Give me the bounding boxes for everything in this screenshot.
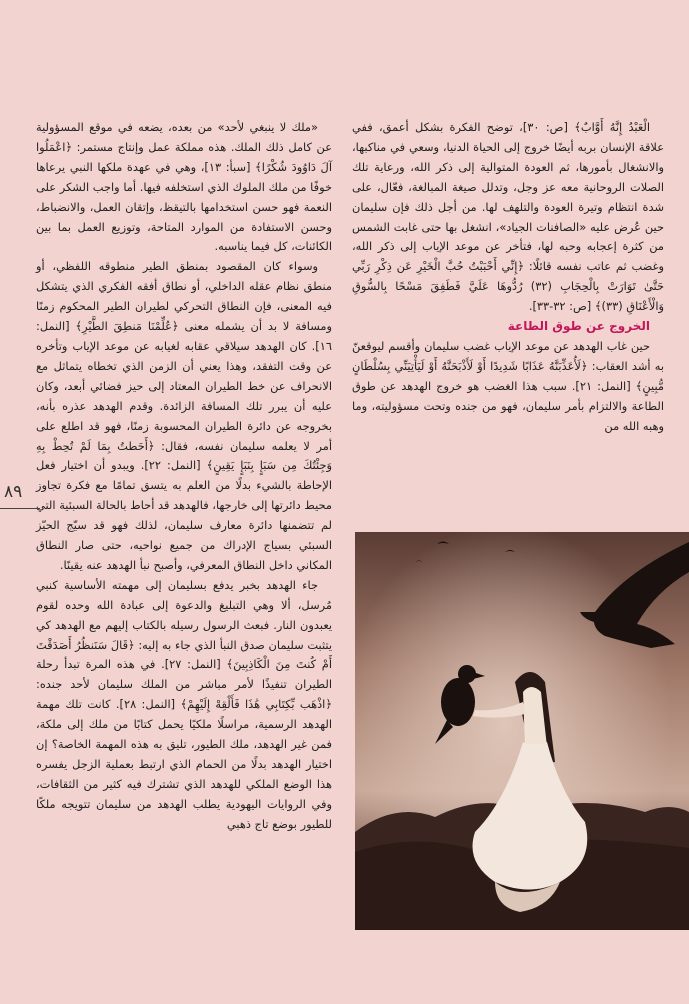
paragraph-kingdom: «ملك لا ينبغي لأحد» من بعده، يضعه في موقع المسؤولية عن كامل ذلك الملك. هذه مملكة عمل وإنتاج مستمر: ﴿اعْمَلُوا آلَ دَاوُودَ شُكْرًا﴾ [سبأ: ١٣]، وهي في عهدة ملكها النبي يرعاها خوفًا من ملك الملوك الذي استخلفه فيها. أما واجب الشكر على النعمة فهو حسن استخدامها بالتيقظ، وإتقان العمل، والانضباط، وحسن الاستفادة من الموارد المتاحة، وتوزيع العمل بما بين الكائنات، كل فيما يناسبه. bbox=[36, 120, 332, 254]
left-text-column bbox=[36, 118, 332, 835]
margin-rule bbox=[0, 508, 40, 509]
paragraph-intro: الْعَبْدُ إِنَّهُ أَوَّابٌ﴾ [ص: ٣٠]، توضح الفكرة بشكل أعمق، ففي علاقة الإنسان بربه أيضًا خروج إلى الحياة الدنيا، وسعي في مناكبها، والانشغال بأمورها، ثم العودة المتوالية إلى ذكر الله، ورعاية تلك الصلات الروحانية معه عز وجل، وتدلل صيغة المبالغة، فعّال، على شدة انتظام وتيرة العودة والتلهف لها. من أجل ذلك فإن سليمان حين عُرض عليه «الصافنات الجياد»، انشغل بها حتى غابت الشمس من كثرة إعجابه وحبه لها، فتأخر عن موعد الإياب إلى ذكر الله، وغضب ثم عاتب نفسه قائلًا: ﴿إِنِّي أَحْبَبْتُ حُبَّ الْخَيْرِ عَن ذِكْرِ رَبِّي حَتَّىٰ تَوَارَتْ بِالْحِجَابِ (٣٢) رُدُّوهَا عَلَيَّ فَطَفِقَ مَسْحًا بِالسُّوقِ وَالْأَعْنَاقِ (٣٣)﴾ [ص: ٣٢-٣٣]. bbox=[352, 120, 665, 314]
right-text-column bbox=[352, 118, 664, 437]
section-heading: الخروج عن طوق الطاعة bbox=[507, 319, 650, 334]
paragraph-hoopoe-mission: جاء الهدهد بخبر يدفع بسليمان إلى مهمته الأساسية كنبي مُرسل، ألا وهي التبليغ والدعوة إلى عبادة الله وحده لقوم يعبدون النار. فبعث الرسول رسيله بالكتاب إليهم مع الهدهد كي يتثبت سليمان صدق النبأ الذي جاء به إليه: ﴿قَالَ سَنَنظُرُ أَصَدَقْتَ أَمْ كُنتَ مِنَ الْكَاذِبِينَ﴾ [النمل: ٢٧]. في هذه المرة تبدأ رحلة الطيران تنفيذًا لأمر مباشر من الملك سليمان لأحد جنده: ﴿اذْهَب بِّكِتَابِي هَٰذَا فَأَلْقِهْ إِلَيْهِمْ﴾ [النمل: ٢٨]. كانت تلك مهمة الهدهد الرسمية، مراسلًا ملكيًا يحمل كتابًا من ملك إلى ملكة، فمن غير الهدهد، ملك الطيور، تليق به هذه المهمة الخاصة؟ إن اختيار الهدهد بدلًا من الحمام الذي ارتبط بعملية الزجل يفسره هذا الوضع الملكي للهدهد الذي تشترك فيه كثير من الثقافات، وفي الروايات اليهودية يطلب الهدهد من سليمان تتويجه ملكًا للطيور بوضع تاج ذهبي bbox=[36, 577, 332, 831]
paragraph-bird-speech: وسواء كان المقصود بمنطق الطير منطوقه اللفظي، أو منطق نظام عقله الداخلي، أو نطاق أفقه الفكري الذي يتشكل فيه المعنى، فإن النطاق التحركي لطيران الطير المحكوم زمنًا ومسافة لا بد أن يشمله معنى ﴿عُلِّمْنَا مَنطِقَ الطَّيْرِ﴾ [النمل: ١٦]. كان الهدهد سيلاقي عقابه لغيابه عن موعد الإياب وتأخره عن وقت التفقد، وهذا يعني أن الزمن الذي تخطاه يتماثل مع الانحراف عن خط الطيران المعتاد إلى حيز فضائي أبعد، وكان عليه أن يبرر تلك المسافة الزائدة. وقدم الهدهد عذره بأنه، بخروجه عن دائرة الطيران المحسوبة زمنًا، فهو قد اطلع على أمر لا يعلمه سليمان نفسه، فقال: ﴿أَحَطتُ بِمَا لَمْ تُحِطْ بِهِ وَجِئْتُكَ مِن سَبَإٍ بِنَبَإٍ يَقِينٍ﴾ [النمل: ٢٢]. ويبدو أن اختيار فعل الإحاطة بالشيء بدلًا من العلم به يتسق تمامًا مع فكرة تجاوز محيط دائرتها إلى خارجها، فالهدهد قد أحاط بالحالة السبئية التي لم تتضمنها دائرة معارف سليمان، لذلك فهو قد سيّج الحيّز السبئي بسياج الإدراك من جميع نواحيه، حتى صار النطاق المكاني داخل النطاق المعرفي، وأصبح نبأ الهدهد عنه يقينًا. bbox=[36, 259, 332, 572]
illustration-woman-with-ravens bbox=[355, 532, 689, 930]
page-number: ٨٩ bbox=[4, 482, 23, 502]
paragraph-obedience: حين غاب الهدهد عن موعد الإياب غضب سليمان وأقسم ليوقعنّ به أشد العقاب: ﴿لَأُعَذِّبَنَّهُ عَذَابًا شَدِيدًا أَوْ لَأَذْبَحَنَّهُ أَوْ لَيَأْتِيَنِّي بِسُلْطَانٍ مُّبِينٍ﴾ [النمل: ٢١]. سبب هذا الغضب هو خروج الهدهد عن طوق الطاعة والالتزام بأمر سليمان، فهو من جنده وتحت مسؤوليته، وما وهبه الله من bbox=[352, 338, 664, 433]
